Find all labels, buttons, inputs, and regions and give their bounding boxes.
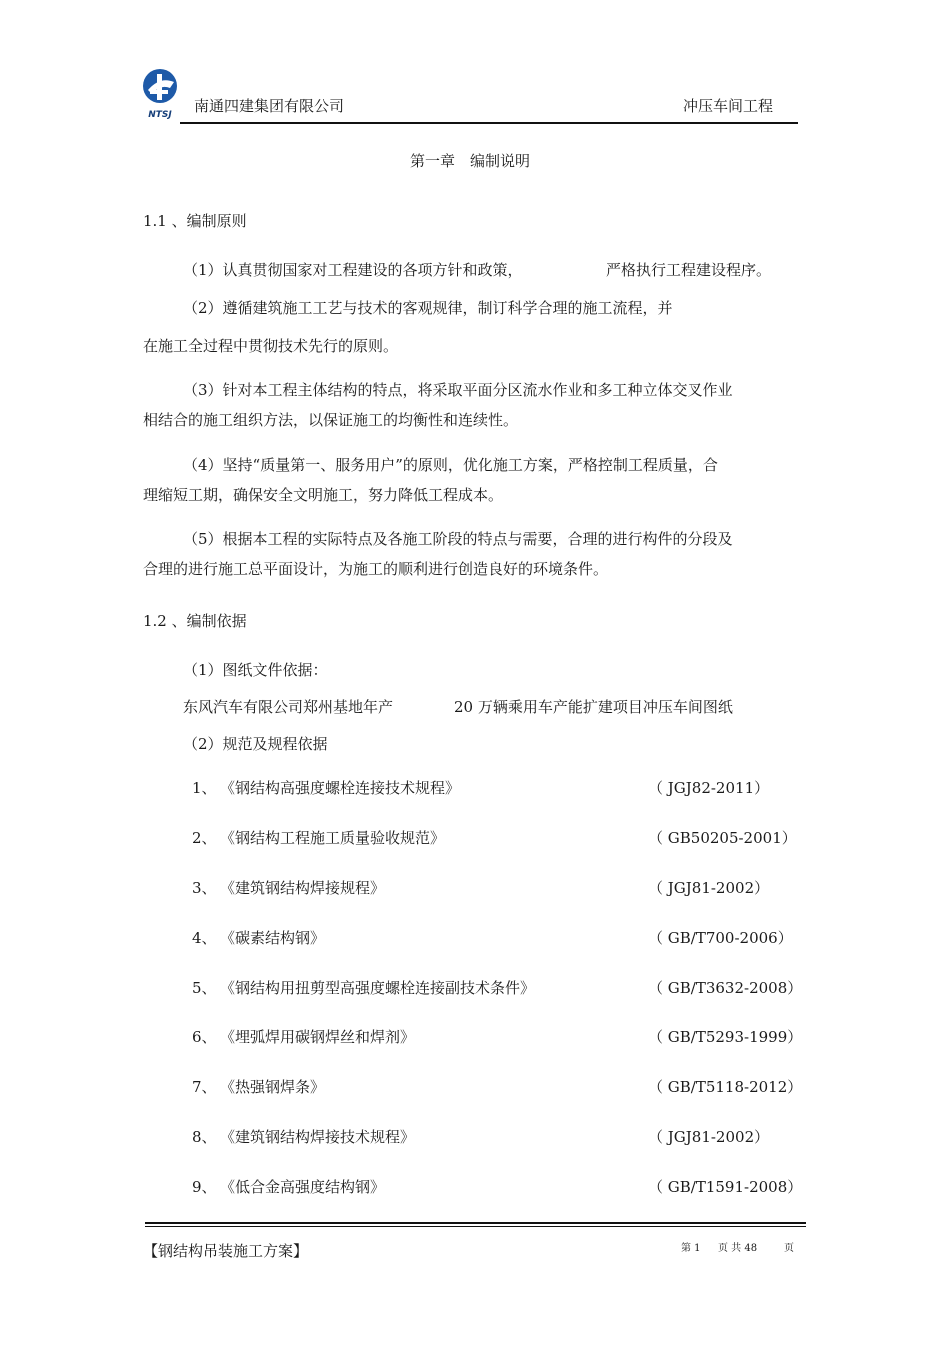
principle-2-line2: 在施工全过程中贯彻技术先行的原则。 — [143, 337, 399, 355]
principle-3-line1: （3）针对本工程主体结构的特点，将采取平面分区流水作业和多工种立体交叉作业 — [183, 381, 733, 399]
code-number: 1、 — [192, 779, 217, 797]
drawing-basis-right: 20 万辆乘用车产能扩建项目冲压车间图纸 — [454, 698, 733, 716]
logo-text: NTSJ — [148, 110, 172, 120]
code-number: 5、 — [192, 979, 217, 997]
code-number: 6、 — [192, 1028, 217, 1046]
code-id: （ JGJ81-2002） — [648, 879, 770, 897]
code-id: （ GB/T700-2006） — [648, 929, 793, 947]
code-title: 《钢结构高强度螺栓连接技术规程》 — [220, 779, 461, 797]
principle-1-right: 严格执行工程建设程序。 — [606, 261, 772, 279]
code-id: （ GB/T3632-2008） — [648, 979, 803, 997]
footer-page-current: 第 1 — [681, 1243, 701, 1254]
code-number: 3、 — [192, 879, 217, 897]
code-id: （ GB/T5118-2012） — [648, 1078, 803, 1096]
code-number: 9、 — [192, 1178, 217, 1196]
code-id: （ GB/T1591-2008） — [648, 1178, 803, 1196]
code-title: 《建筑钢结构焊接技术规程》 — [220, 1128, 416, 1146]
section-heading-1-2: 1.2 、编制依据 — [143, 612, 247, 630]
footer-page-suffix: 页 — [784, 1243, 794, 1254]
footer-rule-bottom — [145, 1226, 806, 1227]
principle-5-line1: （5）根据本工程的实际特点及各施工阶段的特点与需要，合理的进行构件的分段及 — [183, 530, 733, 548]
code-title: 《钢结构工程施工质量验收规范》 — [220, 829, 446, 847]
code-title: 《低合金高强度结构钢》 — [220, 1178, 386, 1196]
code-title: 《热强钢焊条》 — [220, 1078, 326, 1096]
codes-basis-label: （2）规范及规程依据 — [183, 735, 328, 753]
footer-rule-top — [145, 1222, 806, 1224]
code-id: （ JGJ82-2011） — [648, 779, 770, 797]
code-title: 《建筑钢结构焊接规程》 — [220, 879, 386, 897]
code-number: 2、 — [192, 829, 217, 847]
ntsj-logo-icon — [140, 68, 180, 120]
code-number: 8、 — [192, 1128, 217, 1146]
principle-2-line1: （2）遵循建筑施工工艺与技术的客观规律，制订科学合理的施工流程，并 — [183, 299, 673, 317]
principle-5-line2: 合理的进行施工总平面设计，为施工的顺利进行创造良好的环境条件。 — [143, 560, 609, 578]
header-company: 南通四建集团有限公司 — [194, 97, 345, 115]
code-id: （ GB50205-2001） — [648, 829, 797, 847]
footer-doc-title: 【钢结构吊装施工方案】 — [143, 1242, 309, 1260]
code-id: （ JGJ81-2002） — [648, 1128, 770, 1146]
principle-4-line1: （4）坚持“质量第一、服务用户”的原则，优化施工方案，严格控制工程质量，合 — [183, 456, 718, 474]
code-title: 《埋弧焊用碳钢焊丝和焊剂》 — [220, 1028, 416, 1046]
drawing-basis-label: （1）图纸文件依据： — [183, 661, 328, 679]
header-project: 冲压车间工程 — [683, 97, 774, 115]
principle-3-line2: 相结合的施工组织方法，以保证施工的均衡性和连续性。 — [143, 411, 519, 429]
company-logo — [140, 68, 180, 120]
section-heading-1-1: 1.1 、编制原则 — [143, 212, 247, 230]
code-number: 4、 — [192, 929, 217, 947]
footer-page-total: 页 共 48 — [718, 1243, 758, 1254]
principle-4-line2: 理缩短工期，确保安全文明施工，努力降低工程成本。 — [143, 486, 504, 504]
code-number: 7、 — [192, 1078, 217, 1096]
code-title: 《钢结构用扭剪型高强度螺栓连接副技术条件》 — [220, 979, 536, 997]
header-rule — [180, 122, 798, 124]
chapter-title: 第一章 编制说明 — [410, 152, 531, 170]
principle-1-left: （1）认真贯彻国家对工程建设的各项方针和政策， — [183, 261, 523, 279]
code-title: 《碳素结构钢》 — [220, 929, 326, 947]
drawing-basis-left: 东风汽车有限公司郑州基地年产 — [183, 698, 394, 716]
code-id: （ GB/T5293-1999） — [648, 1028, 803, 1046]
